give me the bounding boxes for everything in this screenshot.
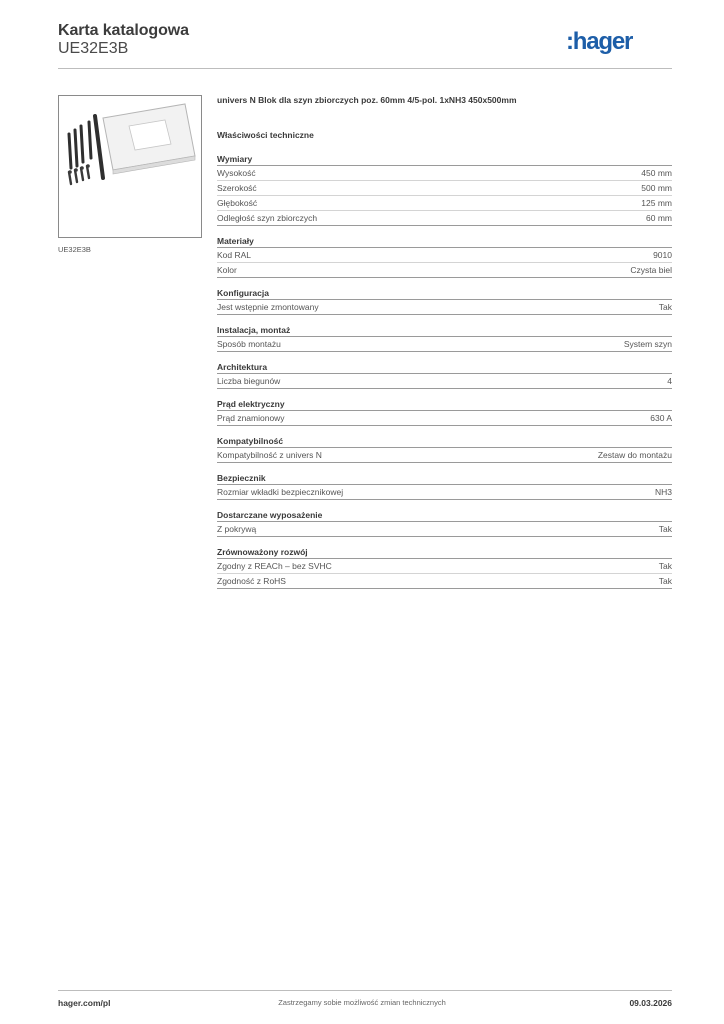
spec-section-title: Wymiary <box>217 154 672 166</box>
spec-label: Rozmiar wkładki bezpiecznikowej <box>217 487 344 497</box>
spec-label: Liczba biegunów <box>217 376 281 386</box>
footer-date: 09.03.2026 <box>629 998 672 1008</box>
spec-section <box>217 236 672 278</box>
spec-section <box>217 547 672 589</box>
spec-section-title: Dostarczane wyposażenie <box>217 510 672 522</box>
spec-section-title: Architektura <box>217 362 672 374</box>
product-code: UE32E3B <box>58 40 129 57</box>
spec-value: Zestaw do montażu <box>597 450 672 460</box>
spec-section <box>217 399 672 426</box>
spec-label: Sposób montażu <box>217 339 281 349</box>
specifications <box>217 154 672 599</box>
spec-label: Jest wstępnie zmontowany <box>217 302 319 312</box>
hager-logo: :hager <box>566 28 633 55</box>
spec-label: Kompatybilność z univers N <box>217 450 322 460</box>
spec-section <box>217 154 672 226</box>
spec-value: 500 mm <box>641 183 672 193</box>
spec-label: Wysokość <box>217 168 256 178</box>
spec-row <box>217 263 672 278</box>
spec-label: Głębokość <box>217 198 258 208</box>
spec-section-title: Materiały <box>217 236 672 248</box>
spec-value: 9010 <box>653 250 672 260</box>
spec-row <box>217 196 672 211</box>
spec-label: Kod RAL <box>217 250 252 260</box>
spec-value: 4 <box>667 376 672 386</box>
spec-section-title: Instalacja, montaż <box>217 325 672 337</box>
spec-value: 125 mm <box>641 198 672 208</box>
spec-section-title: Prąd elektryczny <box>217 399 672 411</box>
spec-row <box>217 211 672 226</box>
spec-value: NH3 <box>654 487 672 497</box>
spec-section <box>217 473 672 500</box>
spec-label: Zgodność z RoHS <box>217 576 286 586</box>
spec-value: Tak <box>658 302 672 312</box>
spec-value: Tak <box>658 561 672 571</box>
spec-row <box>217 559 672 574</box>
spec-label: Kolor <box>217 265 237 275</box>
spec-value: 450 mm <box>641 168 672 178</box>
image-caption: UE32E3B <box>58 245 91 254</box>
spec-section-title: Zrównoważony rozwój <box>217 547 672 559</box>
spec-section <box>217 288 672 315</box>
busbar-block-illustration <box>59 96 201 237</box>
spec-section-title: Konfiguracja <box>217 288 672 300</box>
spec-value: 630 A <box>650 413 672 423</box>
footer-website[interactable]: hager.com/pl <box>58 998 111 1008</box>
product-description: univers N Blok dla szyn zbiorczych poz. 60mm 4/5-pol. 1xNH3 450x500mm <box>217 95 517 105</box>
spec-value: Tak <box>658 576 672 586</box>
spec-section-title: Bezpiecznik <box>217 473 672 485</box>
spec-row <box>217 374 672 389</box>
product-image <box>58 95 202 238</box>
spec-section <box>217 510 672 537</box>
spec-section <box>217 436 672 463</box>
spec-value: System szyn <box>623 339 672 349</box>
spec-label: Z pokrywą <box>217 524 257 534</box>
spec-row <box>217 522 672 537</box>
technical-properties-heading: Właściwości techniczne <box>217 130 314 140</box>
spec-row <box>217 248 672 263</box>
spec-row <box>217 181 672 196</box>
spec-section <box>217 362 672 389</box>
spec-row <box>217 300 672 315</box>
header-divider <box>58 68 672 69</box>
spec-row <box>217 166 672 181</box>
document-title: Karta katalogowa <box>58 22 189 39</box>
spec-label: Prąd znamionowy <box>217 413 285 423</box>
spec-value: Tak <box>658 524 672 534</box>
spec-label: Odległość szyn zbiorczych <box>217 213 318 223</box>
spec-section <box>217 325 672 352</box>
spec-row <box>217 574 672 589</box>
spec-row <box>217 337 672 352</box>
spec-value: 60 mm <box>646 213 672 223</box>
footer-notice: Zastrzegamy sobie możliwość zmian technicznych <box>278 998 446 1007</box>
spec-section-title: Kompatybilność <box>217 436 672 448</box>
spec-value: Czysta biel <box>630 265 672 275</box>
spec-row <box>217 448 672 463</box>
spec-label: Szerokość <box>217 183 257 193</box>
footer-divider <box>58 990 672 991</box>
spec-row <box>217 485 672 500</box>
spec-row <box>217 411 672 426</box>
spec-label: Zgodny z REACh – bez SVHC <box>217 561 332 571</box>
